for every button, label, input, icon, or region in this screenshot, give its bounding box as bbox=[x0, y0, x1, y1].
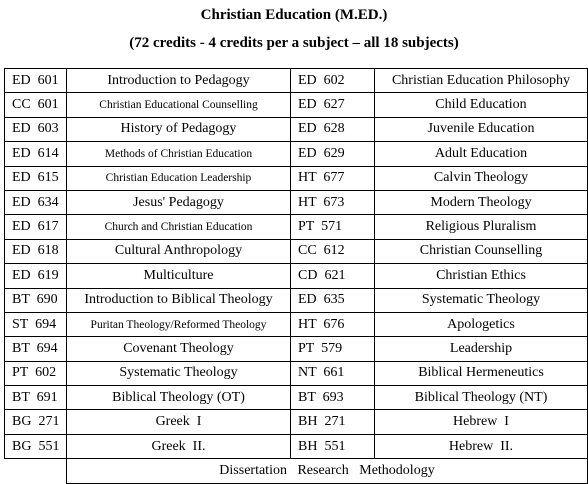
subject-name-right: Juvenile Education bbox=[375, 117, 588, 141]
subject-code-right: PT 579 bbox=[291, 337, 375, 361]
page-title: Christian Education (M.ED.) bbox=[200, 7, 388, 23]
subject-code-left: ST 694 bbox=[5, 312, 67, 336]
subject-code-right: ED 629 bbox=[291, 142, 375, 166]
subject-name-right: Christian Ethics bbox=[375, 264, 588, 288]
table-row bbox=[5, 410, 588, 434]
subject-name-left: Covenant Theology bbox=[67, 337, 291, 361]
table-row bbox=[5, 239, 588, 263]
subject-name-left: Introduction to Pedagogy bbox=[67, 69, 291, 93]
subject-name-left: Systematic Theology bbox=[67, 361, 291, 385]
subject-code-left: ED 619 bbox=[5, 264, 67, 288]
subject-code-right: ED 627 bbox=[291, 93, 375, 117]
subject-code-right: ED 602 bbox=[291, 69, 375, 93]
table-row bbox=[5, 386, 588, 410]
table-row bbox=[5, 69, 588, 93]
subject-name-left: Puritan Theology/Reformed Theology bbox=[67, 312, 291, 336]
subject-name-right: Biblical Theology (NT) bbox=[375, 386, 588, 410]
subject-name-left: Methods of Christian Education bbox=[67, 142, 291, 166]
subject-code-left: ED 615 bbox=[5, 166, 67, 190]
subject-code-right: CC 612 bbox=[291, 239, 375, 263]
subject-code-left: ED 614 bbox=[5, 142, 67, 166]
table-row bbox=[5, 264, 588, 288]
table-row bbox=[5, 337, 588, 361]
subject-name-left: Church and Christian Education bbox=[67, 215, 291, 239]
subject-code-right: BH 271 bbox=[291, 410, 375, 434]
subject-code-right: PT 571 bbox=[291, 215, 375, 239]
table-row bbox=[5, 361, 588, 385]
table-row bbox=[5, 312, 588, 336]
subject-code-right: ED 635 bbox=[291, 288, 375, 312]
subject-name-right: Modern Theology bbox=[375, 190, 588, 214]
subject-name-right: Apologetics bbox=[375, 312, 588, 336]
subject-code-right: BT 693 bbox=[291, 386, 375, 410]
table-row bbox=[5, 288, 588, 312]
subject-code-left: BT 694 bbox=[5, 337, 67, 361]
subject-code-left: ED 601 bbox=[5, 69, 67, 93]
table-row bbox=[5, 93, 588, 117]
subject-name-right: Hebrew II. bbox=[375, 434, 588, 458]
subject-code-right: HT 676 bbox=[291, 312, 375, 336]
subject-code-left: ED 634 bbox=[5, 190, 67, 214]
subject-name-right: Christian Counselling bbox=[375, 239, 588, 263]
subject-code-left: CC 601 bbox=[5, 93, 67, 117]
subject-code-left: PT 602 bbox=[5, 361, 67, 385]
subject-name-right: Hebrew I bbox=[375, 410, 588, 434]
subject-name-left: Jesus' Pedagogy bbox=[67, 190, 291, 214]
subject-name-right: Calvin Theology bbox=[375, 166, 588, 190]
subject-name-right: Christian Education Philosophy bbox=[375, 69, 588, 93]
subject-name-left: Greek I bbox=[67, 410, 291, 434]
page-subtitle: (72 credits - 4 credits per a subject – all 18 subjects) bbox=[129, 35, 459, 51]
subject-name-left: History of Pedagogy bbox=[67, 117, 291, 141]
subject-code-left: BT 690 bbox=[5, 288, 67, 312]
subjects-table bbox=[4, 68, 588, 484]
table-row-footer bbox=[5, 459, 588, 483]
dissertation-cell: Dissertation Research Methodology bbox=[67, 459, 588, 483]
subject-name-right: Leadership bbox=[375, 337, 588, 361]
table-row bbox=[5, 190, 588, 214]
subject-code-left: BG 551 bbox=[5, 434, 67, 458]
subject-code-right: HT 677 bbox=[291, 166, 375, 190]
subject-name-right: Biblical Hermeneutics bbox=[375, 361, 588, 385]
subject-code-right: CD 621 bbox=[291, 264, 375, 288]
subject-name-left: Introduction to Biblical Theology bbox=[67, 288, 291, 312]
subject-code-right: HT 673 bbox=[291, 190, 375, 214]
table-row bbox=[5, 117, 588, 141]
subject-code-left: ED 618 bbox=[5, 239, 67, 263]
subject-name-left: Christian Educational Counselling bbox=[67, 93, 291, 117]
table-row bbox=[5, 434, 588, 458]
subject-name-right: Systematic Theology bbox=[375, 288, 588, 312]
subject-code-right: BH 551 bbox=[291, 434, 375, 458]
subject-name-left: Biblical Theology (OT) bbox=[67, 386, 291, 410]
subject-code-left: BG 271 bbox=[5, 410, 67, 434]
subject-name-left: Greek II. bbox=[67, 434, 291, 458]
table-row bbox=[5, 142, 588, 166]
subject-name-left: Christian Education Leadership bbox=[67, 166, 291, 190]
table-row bbox=[5, 215, 588, 239]
subject-name-right: Child Education bbox=[375, 93, 588, 117]
subject-name-left: Multiculture bbox=[67, 264, 291, 288]
subject-name-right: Religious Pluralism bbox=[375, 215, 588, 239]
subject-code-right: ED 628 bbox=[291, 117, 375, 141]
empty-cell bbox=[5, 459, 67, 483]
subject-code-left: ED 603 bbox=[5, 117, 67, 141]
subject-name-left: Cultural Anthropology bbox=[67, 239, 291, 263]
table-row bbox=[5, 166, 588, 190]
subject-code-left: ED 617 bbox=[5, 215, 67, 239]
subject-code-right: NT 661 bbox=[291, 361, 375, 385]
subjects-table-body bbox=[5, 69, 588, 484]
subject-name-right: Adult Education bbox=[375, 142, 588, 166]
subject-code-left: BT 691 bbox=[5, 386, 67, 410]
